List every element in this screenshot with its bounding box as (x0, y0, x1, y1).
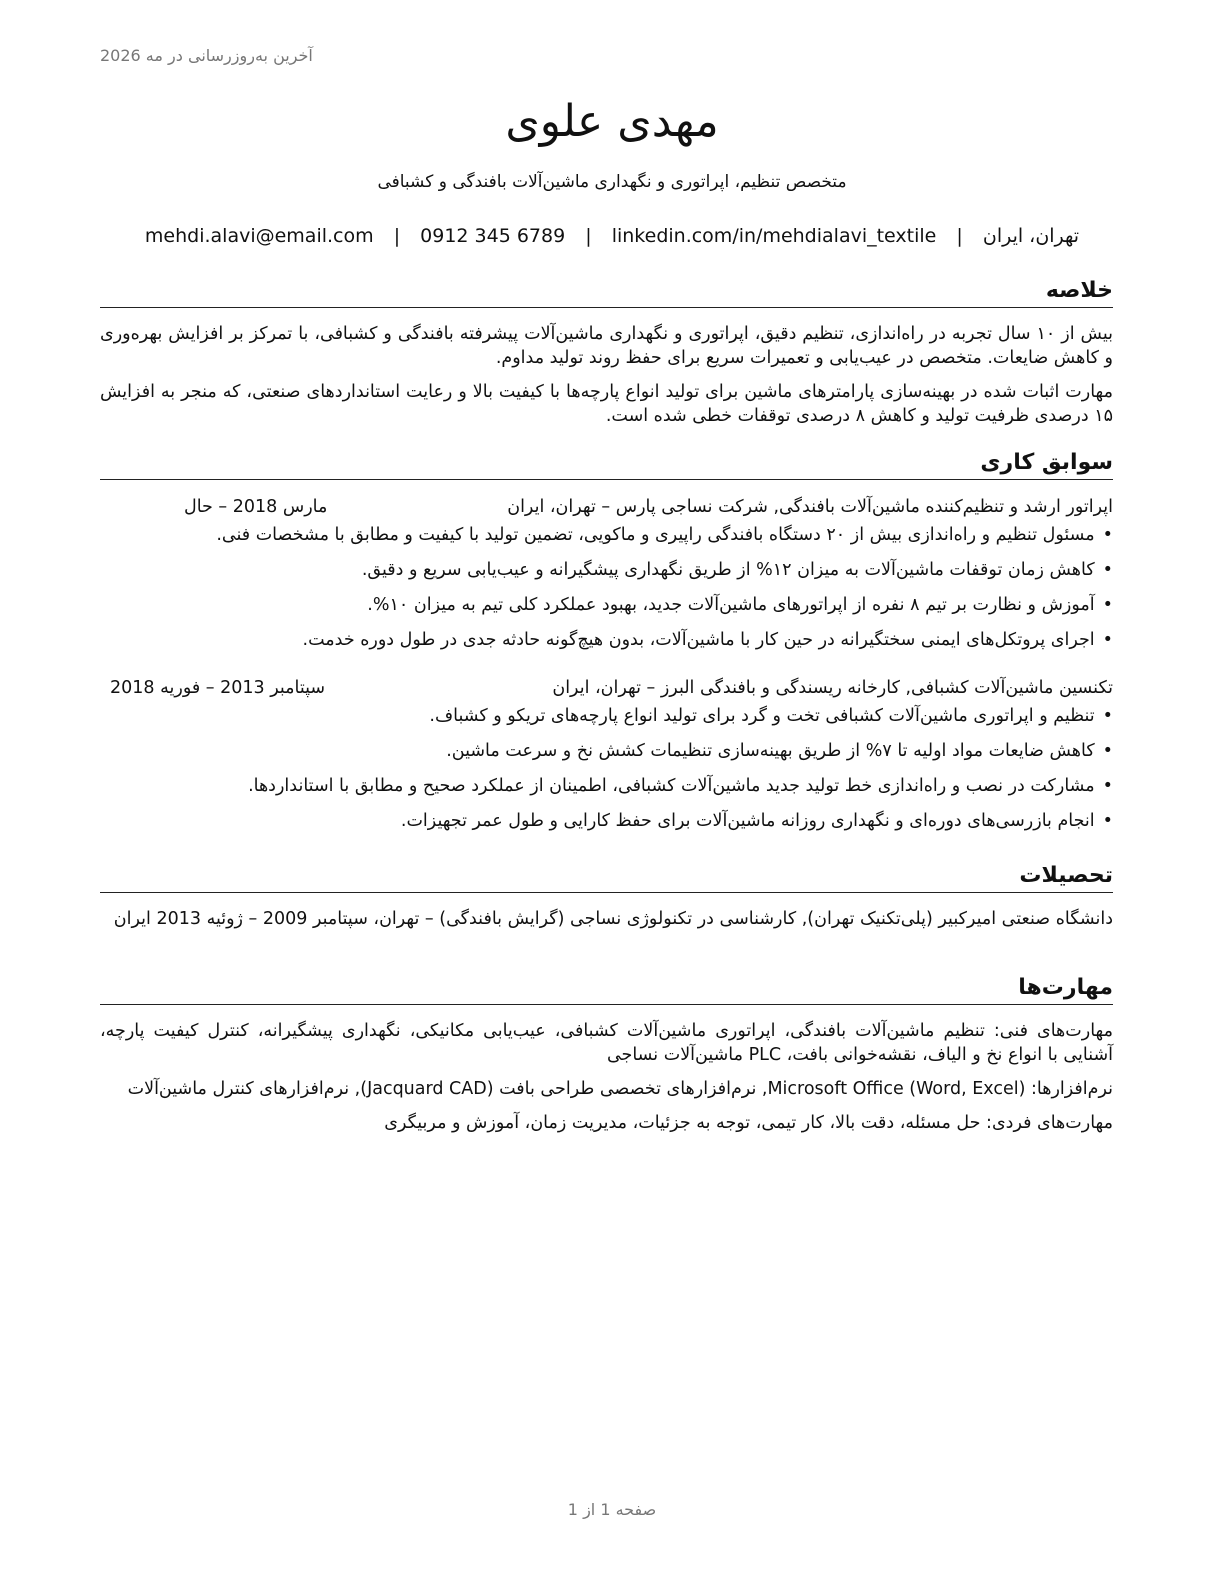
contact-location: تهران، ایران (982, 225, 1080, 247)
contact-linkedin[interactable]: linkedin.com/in/mehdialavi_textile (611, 225, 937, 247)
job-bullets (100, 704, 1113, 844)
contact-line (0, 222, 1224, 250)
bullet-text: اجرای پروتکل‌های ایمنی سختگیرانه در حین کار با ماشین‌آلات، بدون هیچ‌گونه حادثه جدی در طول دوره خدمت. (302, 630, 1095, 650)
bullet-icon: • (1102, 811, 1113, 831)
list-item (100, 628, 1113, 663)
education-section (100, 861, 1113, 931)
job-header (100, 675, 1113, 701)
contact-phone[interactable]: 0912 345 6789 (420, 225, 566, 247)
contact-separator: | (393, 225, 401, 247)
bullet-icon: • (1102, 741, 1113, 761)
job-dates: سپتامبر 2013 – فوریه 2018 (110, 678, 326, 698)
bullet-icon: • (1102, 560, 1113, 580)
job-header (100, 494, 1113, 520)
bullet-icon: • (1102, 776, 1113, 796)
skills-heading: مهارت‌ها (100, 973, 1113, 1005)
bullet-text: مشارکت در نصب و راه‌اندازی خط تولید جدید ماشین‌آلات کشبافی، اطمینان از عملکرد صحیح و مطابق با استانداردها. (248, 776, 1095, 796)
job-bullets (100, 523, 1113, 663)
skills-personal: مهارت‌های فردی: حل مسئله، دقت بالا، کار تیمی، توجه به جزئیات، مدیریت زمان، آموزش و مربیگری (384, 1113, 1113, 1133)
skills-technical: مهارت‌های فنی: تنظیم ماشین‌آلات بافندگی، اپراتوری ماشین‌آلات کشبافی، عیب‌یابی مکانیکی، نگهداری پیشگیرانه، کنترل کیفیت پارچه، آشنایی با انواع نخ و الیاف، نقشه‌خوانی بافت، PLC ماشین‌آلات نساجی (100, 1021, 1113, 1065)
skills-software: نرم‌افزارها: Microsoft Office (Word, Excel), نرم‌افزارهای تخصصی طراحی بافت (Jacquard CAD), نرم‌افزارهای کنترل ماشین‌آلات (127, 1079, 1113, 1099)
page-number: صفحه 1 از 1 (567, 1500, 657, 1519)
bullet-text: انجام بازرسی‌های دوره‌ای و نگهداری روزانه ماشین‌آلات برای حفظ کارایی و طول عمر تجهیزات. (400, 811, 1095, 831)
candidate-name: مهدی علوی (505, 96, 719, 147)
contact-separator: | (956, 225, 963, 247)
contact-separator: | (585, 225, 592, 247)
list-item (100, 809, 1113, 844)
summary-section (100, 276, 1113, 428)
education-heading: تحصیلات (100, 861, 1113, 893)
job-dates: مارس 2018 – حال (184, 497, 328, 517)
list-item (100, 558, 1113, 593)
job-entry (100, 494, 1113, 663)
summary-paragraph: بیش از ۱۰ سال تجربه در راه‌اندازی، تنظیم دقیق، اپراتوری و نگهداری ماشین‌آلات پیشرفته بافندگی و کشبافی، با تمرکز بر افزایش بهره‌وری و کاهش ضایعات. متخصص در عیب‌یابی و تعمیرات سریع برای حفظ روند تولید مداوم. (100, 324, 1113, 368)
candidate-title: متخصص تنظیم، اپراتوری و نگهداری ماشین‌آلات بافندگی و کشبافی (377, 172, 847, 192)
last-updated-note: آخرین به‌روزرسانی در مه 2026 (100, 46, 313, 65)
bullet-text: تنظیم و اپراتوری ماشین‌آلات کشبافی تخت و گرد برای تولید انواع پارچه‌های تریکو و کشباف. (429, 706, 1095, 726)
bullet-text: کاهش ضایعات مواد اولیه تا ۷% از طریق بهینه‌سازی تنظیمات کشش نخ و سرعت ماشین. (446, 741, 1095, 761)
skills-section (100, 973, 1113, 1135)
list-item (100, 774, 1113, 809)
job-entry (100, 675, 1113, 844)
experience-heading: سوابق کاری (100, 448, 1113, 480)
list-item (100, 704, 1113, 739)
education-entry: دانشگاه صنعتی امیرکبیر (پلی‌تکنیک تهران), کارشناسی در تکنولوژی نساجی (گرایش بافندگی) – تهران، سپتامبر 2009 – ژوئیه 2013 ایران (113, 909, 1113, 929)
experience-section (100, 448, 1113, 844)
bullet-text: آموزش و نظارت بر تیم ۸ نفره از اپراتورهای ماشین‌آلات جدید، بهبود عملکرد کلی تیم به میزان ۱۰%. (367, 595, 1095, 615)
bullet-text: کاهش زمان توقفات ماشین‌آلات به میزان ۱۲% از طریق نگهداری پیشگیرانه و عیب‌یابی سریع و دقیق. (361, 560, 1095, 580)
summary-heading: خلاصه (100, 276, 1113, 308)
job-role: اپراتور ارشد و تنظیم‌کننده ماشین‌آلات بافندگی, شرکت نساجی پارس – تهران، ایران (507, 497, 1113, 517)
bullet-icon: • (1102, 630, 1113, 650)
bullet-icon: • (1102, 595, 1113, 615)
job-role: تکنسین ماشین‌آلات کشبافی, کارخانه ریسندگی و بافندگی البرز – تهران، ایران (552, 678, 1113, 698)
summary-paragraph: مهارت اثبات شده در بهینه‌سازی پارامترهای ماشین برای تولید انواع پارچه‌ها با کیفیت بالا و رعایت استانداردهای صنعتی، که منجر به افزایش ۱۵ درصدی ظرفیت تولید و کاهش ۸ درصدی توقفات خطی شده است. (100, 382, 1113, 426)
bullet-icon: • (1102, 706, 1113, 726)
list-item (100, 523, 1113, 558)
contact-email[interactable]: mehdi.alavi@email.com (144, 225, 374, 247)
bullet-icon: • (1102, 525, 1113, 545)
list-item (100, 739, 1113, 774)
list-item (100, 593, 1113, 628)
bullet-text: مسئول تنظیم و راه‌اندازی بیش از ۲۰ دستگاه بافندگی راپیری و ماکویی، تضمین تولید با کیفیت و مطابق با مشخصات فنی. (216, 525, 1095, 545)
